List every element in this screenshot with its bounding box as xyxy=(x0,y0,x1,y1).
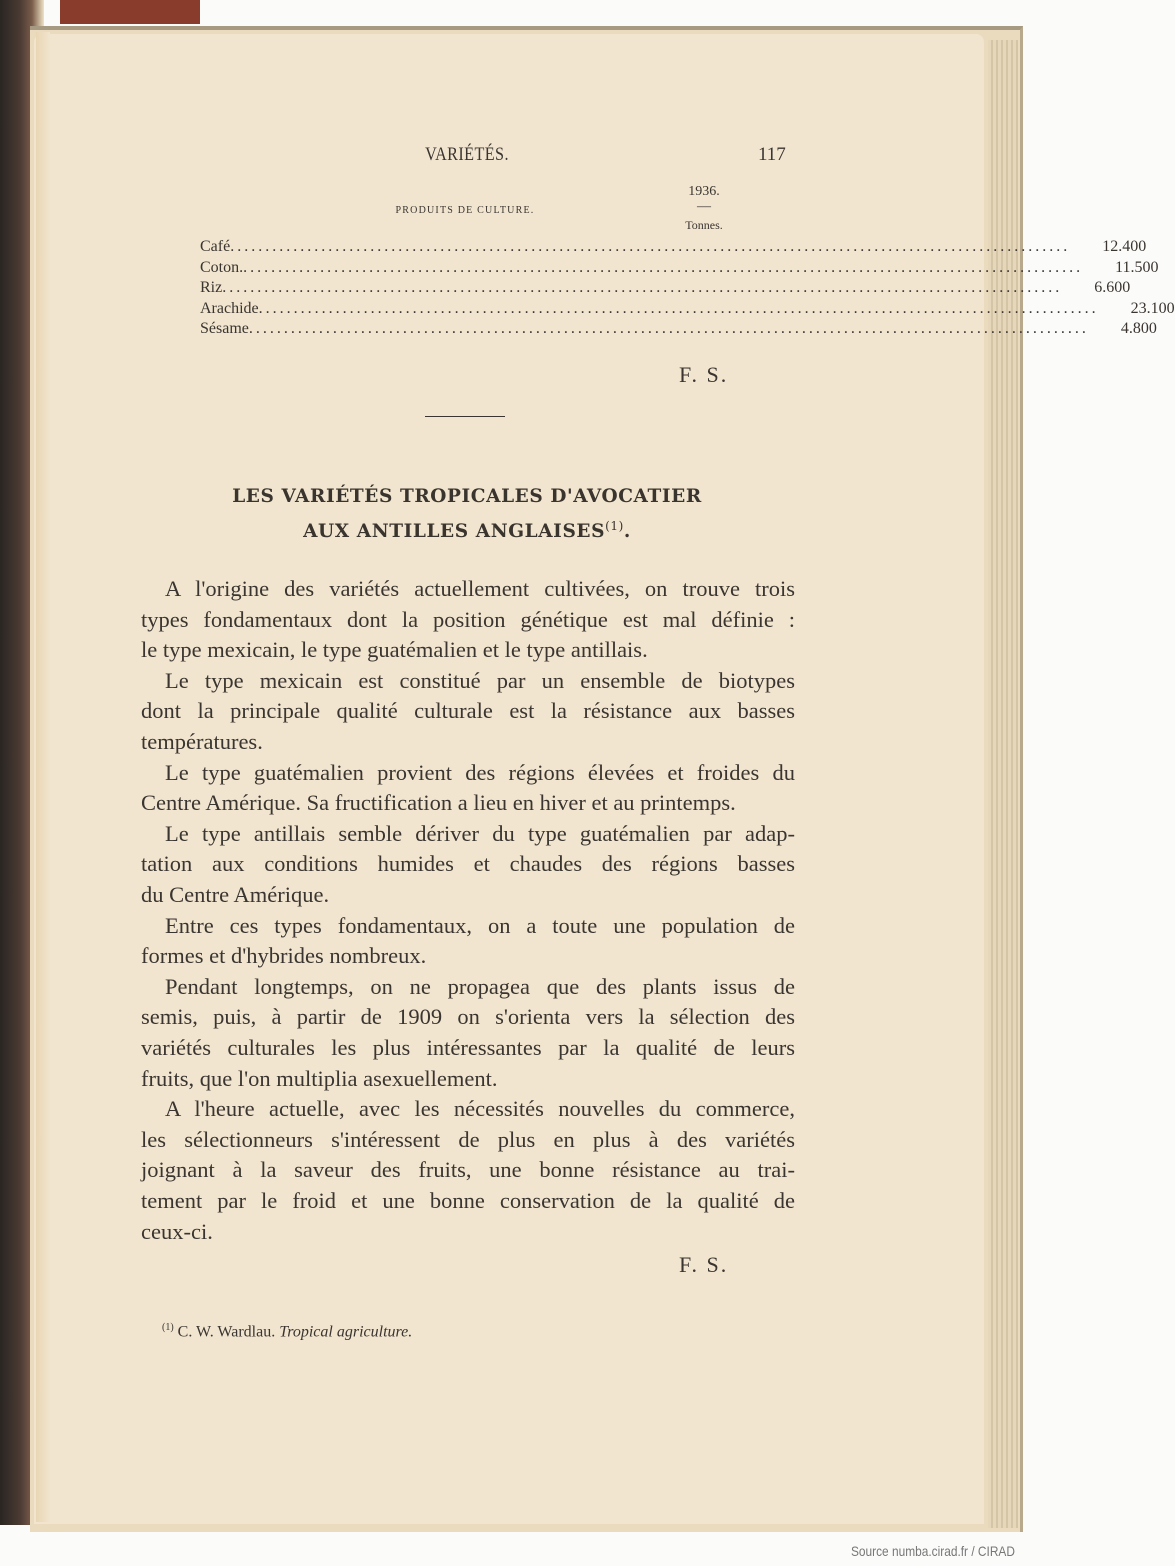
table-header: PRODUITS DE CULTURE. xyxy=(395,205,535,216)
section-divider xyxy=(425,416,505,417)
paragraph-line: Centre Amérique. Sa fructification a lieu en hiver et au printemps. xyxy=(141,790,736,816)
paragraph-line: Pendant longtemps, on ne propagea que des plants issus de xyxy=(165,973,795,999)
table-row xyxy=(200,320,1157,340)
crop-tonnage: 12.400 xyxy=(1102,238,1147,255)
page-gutter xyxy=(36,32,50,1522)
paragraph-line: variétés culturales les plus intéressantes par la qualité de leurs xyxy=(141,1035,795,1060)
source-credit: Source numba.cirad.fr / CIRAD xyxy=(850,1543,1015,1559)
crop-name: Sésame xyxy=(200,320,249,337)
crop-tonnage: 4.800 xyxy=(1120,320,1157,337)
book-cover-edge xyxy=(60,0,200,24)
table-year: 1936. xyxy=(688,184,720,199)
table-signature: F. S. xyxy=(679,362,729,387)
paragraph-line: tation aux conditions humides et chaudes des régions basses xyxy=(141,851,795,877)
footnote-work: Tropical agriculture. xyxy=(279,1323,413,1341)
leader-dots: ........................................................................................................................ xyxy=(248,320,1089,337)
paragraph-line: le type mexicain, le type guatémalien et le type antillais. xyxy=(141,637,648,663)
paragraph-line: du Centre Amérique. xyxy=(141,882,330,907)
paragraph-line: Entre ces types fondamentaux, on a toute une population de xyxy=(165,912,795,938)
article-title-line1: LES VARIÉTÉS TROPICALES D'AVOCATIER xyxy=(232,486,702,507)
paragraph-line: fruits, que l'on multiplia asexuellement. xyxy=(141,1065,498,1091)
footnote-ref: (1) xyxy=(605,519,624,533)
table-row xyxy=(200,299,1175,320)
table-dash: — xyxy=(697,199,711,214)
paragraph-line: ceux-ci. xyxy=(141,1218,213,1244)
footnote xyxy=(162,1322,412,1341)
paragraph-line: Le type guatémalien provient des régions élevées et froides du xyxy=(165,759,795,785)
crop-name: Café xyxy=(200,238,231,255)
crop-name: Riz xyxy=(200,279,223,296)
crop-tonnage: 11.500 xyxy=(1115,258,1159,276)
paragraph-line: A l'heure actuelle, avec les nécessités nouvelles du commerce, xyxy=(165,1096,795,1122)
paragraph-line: A l'origine des variétés actuellement cultivées, on trouve trois xyxy=(165,576,795,601)
paragraph-line: joignant à la saveur des fruits, une bonne résistance au trai- xyxy=(141,1157,795,1183)
paragraph-line: types fondamentaux dont la position génétique est mal définie : xyxy=(141,606,795,632)
paragraph-line: températures. xyxy=(141,729,263,754)
title-text: AUX ANTILLES ANGLAISES xyxy=(303,521,606,543)
paragraph-line: les sélectionneurs s'intéressent de plus en plus à des variétés xyxy=(141,1126,795,1152)
crop-name: Coton. xyxy=(200,258,244,276)
running-head: VARIÉTÉS. xyxy=(425,144,509,165)
paragraph-line: semis, puis, à partir de 1909 on s'orienta vers la sélection des xyxy=(141,1004,795,1030)
leader-dots: ........................................................................................................................ xyxy=(230,238,1071,255)
leader-dots: ........................................................................................................................ xyxy=(243,258,1084,276)
paragraph-line: dont la principale qualité culturale est la résistance aux basses xyxy=(141,698,795,724)
title-period: . xyxy=(623,521,631,543)
table-row xyxy=(200,258,1159,279)
table-row xyxy=(200,238,1147,258)
article-title-line2 xyxy=(0,519,934,542)
crop-name: Arachide xyxy=(200,299,259,317)
article-signature: F. S. xyxy=(679,1252,729,1277)
paragraph-line: Le type antillais semble dériver du type guatémalien par adap- xyxy=(165,820,795,846)
crop-tonnage: 23.100 xyxy=(1130,299,1175,317)
table-row xyxy=(200,279,1131,299)
footnote-author: C. W. Wardlau. xyxy=(177,1323,276,1341)
paragraph-line: tement par le froid et une bonne conservation de la qualité de xyxy=(141,1188,795,1213)
leader-dots: ........................................................................................................................ xyxy=(258,299,1099,317)
paragraph-line: Le type mexicain est constitué par un ensemble de biotypes xyxy=(165,667,795,693)
page-number: 117 xyxy=(758,144,786,165)
crop-tonnage: 6.600 xyxy=(1094,279,1131,296)
leader-dots: ........................................................................................................................ xyxy=(222,279,1063,296)
footnote-marker: (1) xyxy=(162,1322,174,1333)
table-unit: Tonnes. xyxy=(685,218,723,232)
paragraph-line: formes et d'hybrides nombreux. xyxy=(141,943,427,969)
